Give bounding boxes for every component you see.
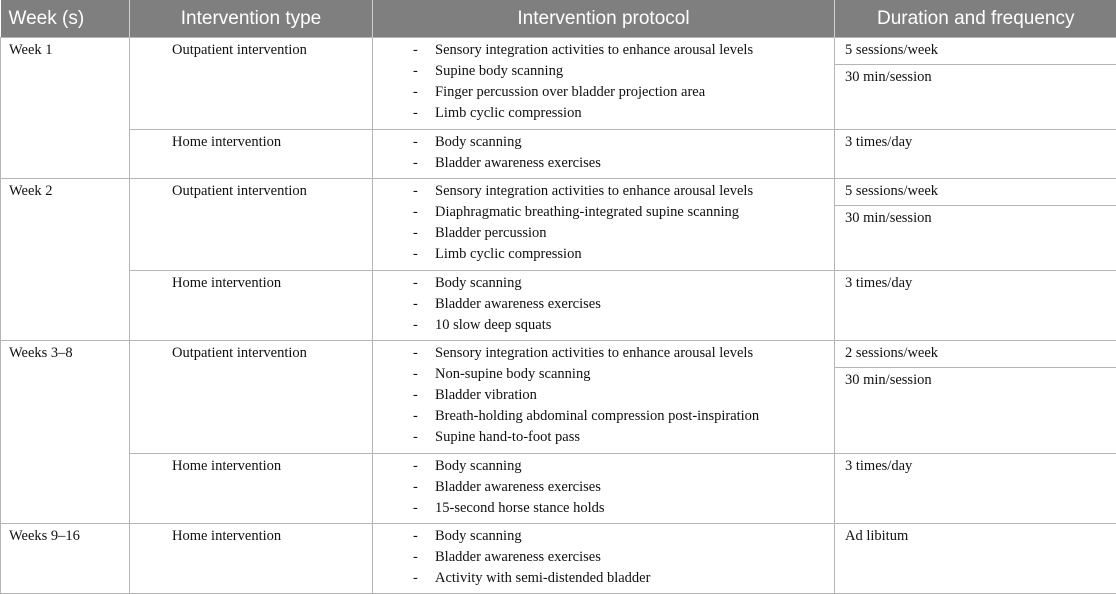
protocol-item — [413, 82, 834, 103]
protocol-item-text: Body scanning — [435, 275, 522, 291]
header-intervention-protocol: Intervention protocol — [373, 0, 835, 38]
table-row — [1, 454, 1116, 524]
protocol-item — [413, 477, 834, 498]
protocol-item — [413, 61, 834, 82]
duration-frequency-cell — [835, 271, 1116, 341]
protocol-list — [413, 181, 834, 265]
minutes-per-session: 30 min/session — [835, 206, 1116, 229]
protocol-item-text: Sensory integration activities to enhance arousal levels — [435, 42, 753, 58]
dash-bullet-icon: - — [413, 406, 418, 427]
frequency-value: 3 times/day — [835, 454, 1116, 477]
dash-bullet-icon: - — [413, 343, 418, 364]
protocol-item-text: Bladder percussion — [435, 225, 547, 241]
protocol-item — [413, 315, 834, 336]
frequency-value: 3 times/day — [835, 271, 1116, 294]
dash-bullet-icon: - — [413, 153, 418, 174]
table-row — [1, 179, 1116, 271]
table-row — [1, 130, 1116, 179]
protocol-item-text: Body scanning — [435, 458, 522, 474]
protocol-item-text: Bladder vibration — [435, 387, 537, 403]
intervention-type-cell: Home intervention — [130, 454, 373, 524]
table-row — [1, 341, 1116, 454]
dash-bullet-icon: - — [413, 244, 418, 265]
intervention-type-cell: Outpatient intervention — [130, 38, 373, 130]
table-body — [1, 38, 1116, 594]
sessions-per-week: 5 sessions/week — [835, 38, 1116, 65]
header-duration-frequency: Duration and frequency — [835, 0, 1116, 38]
protocol-item-text: Limb cyclic compression — [435, 246, 582, 262]
protocol-list — [413, 40, 834, 124]
protocol-item-text: Body scanning — [435, 134, 522, 150]
dash-bullet-icon: - — [413, 82, 418, 103]
intervention-protocol-cell — [373, 38, 835, 130]
minutes-per-session: 30 min/session — [835, 368, 1116, 391]
intervention-type-cell: Home intervention — [130, 271, 373, 341]
protocol-list — [413, 526, 834, 589]
intervention-protocol-cell — [373, 130, 835, 179]
protocol-list — [413, 343, 834, 448]
intervention-type-cell: Outpatient intervention — [130, 341, 373, 454]
header-week: Week (s) — [1, 0, 130, 38]
minutes-per-session: 30 min/session — [835, 65, 1116, 88]
sessions-per-week: 2 sessions/week — [835, 341, 1116, 368]
protocol-item-text: Bladder awareness exercises — [435, 549, 601, 565]
protocol-item — [413, 181, 834, 202]
protocol-item — [413, 202, 834, 223]
protocol-item-text: Limb cyclic compression — [435, 105, 582, 121]
protocol-item-text: Finger percussion over bladder projection area — [435, 84, 705, 100]
week-cell: Weeks 9–16 — [1, 524, 130, 594]
protocol-item — [413, 456, 834, 477]
duration-frequency-cell — [835, 179, 1116, 271]
intervention-type-cell: Home intervention — [130, 524, 373, 594]
protocol-item — [413, 364, 834, 385]
frequency-value: Ad libitum — [835, 524, 1116, 547]
dash-bullet-icon: - — [413, 103, 418, 124]
protocol-item-text: Diaphragmatic breathing-integrated supine scanning — [435, 204, 739, 220]
protocol-item-text: 10 slow deep squats — [435, 317, 551, 333]
protocol-item-text: Supine body scanning — [435, 63, 563, 79]
dash-bullet-icon: - — [413, 498, 418, 519]
protocol-item — [413, 294, 834, 315]
dash-bullet-icon: - — [413, 547, 418, 568]
dash-bullet-icon: - — [413, 315, 418, 336]
protocol-item — [413, 568, 834, 589]
dash-bullet-icon: - — [413, 273, 418, 294]
intervention-protocol-cell — [373, 179, 835, 271]
dash-bullet-icon: - — [413, 202, 418, 223]
dash-bullet-icon: - — [413, 427, 418, 448]
duration-frequency-cell — [835, 341, 1116, 454]
header-intervention-type: Intervention type — [130, 0, 373, 38]
intervention-protocol-cell — [373, 271, 835, 341]
sessions-per-week: 5 sessions/week — [835, 179, 1116, 206]
frequency-value: 3 times/day — [835, 130, 1116, 153]
dash-bullet-icon: - — [413, 294, 418, 315]
protocol-list — [413, 273, 834, 336]
week-cell: Weeks 3–8 — [1, 341, 130, 524]
protocol-item-text: Body scanning — [435, 528, 522, 544]
week-cell: Week 1 — [1, 38, 130, 179]
dash-bullet-icon: - — [413, 477, 418, 498]
protocol-item — [413, 547, 834, 568]
dash-bullet-icon: - — [413, 132, 418, 153]
protocol-item — [413, 132, 834, 153]
protocol-item — [413, 343, 834, 364]
table-row — [1, 271, 1116, 341]
duration-frequency-cell — [835, 524, 1116, 594]
protocol-item-text: Activity with semi-distended bladder — [435, 570, 650, 586]
dash-bullet-icon: - — [413, 456, 418, 477]
dash-bullet-icon: - — [413, 385, 418, 406]
protocol-item — [413, 153, 834, 174]
protocol-item-text: 15-second horse stance holds — [435, 500, 605, 516]
protocol-item-text: Bladder awareness exercises — [435, 479, 601, 495]
protocol-item — [413, 498, 834, 519]
protocol-item-text: Non-supine body scanning — [435, 366, 590, 382]
dash-bullet-icon: - — [413, 61, 418, 82]
dash-bullet-icon: - — [413, 223, 418, 244]
protocol-item — [413, 406, 834, 427]
protocol-item-text: Sensory integration activities to enhance arousal levels — [435, 345, 753, 361]
duration-frequency-cell — [835, 130, 1116, 179]
protocol-item-text: Supine hand-to-foot pass — [435, 429, 580, 445]
protocol-list — [413, 132, 834, 174]
table-row — [1, 524, 1116, 594]
protocol-item-text: Bladder awareness exercises — [435, 296, 601, 312]
protocol-item — [413, 103, 834, 124]
protocol-item-text: Sensory integration activities to enhance arousal levels — [435, 183, 753, 199]
duration-frequency-cell — [835, 454, 1116, 524]
protocol-item — [413, 223, 834, 244]
protocol-item-text: Bladder awareness exercises — [435, 155, 601, 171]
protocol-item — [413, 526, 834, 547]
intervention-type-cell: Outpatient intervention — [130, 179, 373, 271]
protocol-item — [413, 40, 834, 61]
protocol-list — [413, 456, 834, 519]
intervention-protocol-cell — [373, 454, 835, 524]
protocol-item — [413, 427, 834, 448]
protocol-item — [413, 244, 834, 265]
intervention-protocol-cell — [373, 524, 835, 594]
intervention-protocol-cell — [373, 341, 835, 454]
dash-bullet-icon: - — [413, 526, 418, 547]
header-row — [1, 0, 1116, 38]
dash-bullet-icon: - — [413, 364, 418, 385]
protocol-item-text: Breath-holding abdominal compression post-inspiration — [435, 408, 759, 424]
protocol-item — [413, 385, 834, 406]
dash-bullet-icon: - — [413, 181, 418, 202]
dash-bullet-icon: - — [413, 568, 418, 589]
protocol-item — [413, 273, 834, 294]
intervention-type-cell: Home intervention — [130, 130, 373, 179]
table-row — [1, 38, 1116, 130]
week-cell: Week 2 — [1, 179, 130, 341]
dash-bullet-icon: - — [413, 40, 418, 61]
duration-frequency-cell — [835, 38, 1116, 130]
